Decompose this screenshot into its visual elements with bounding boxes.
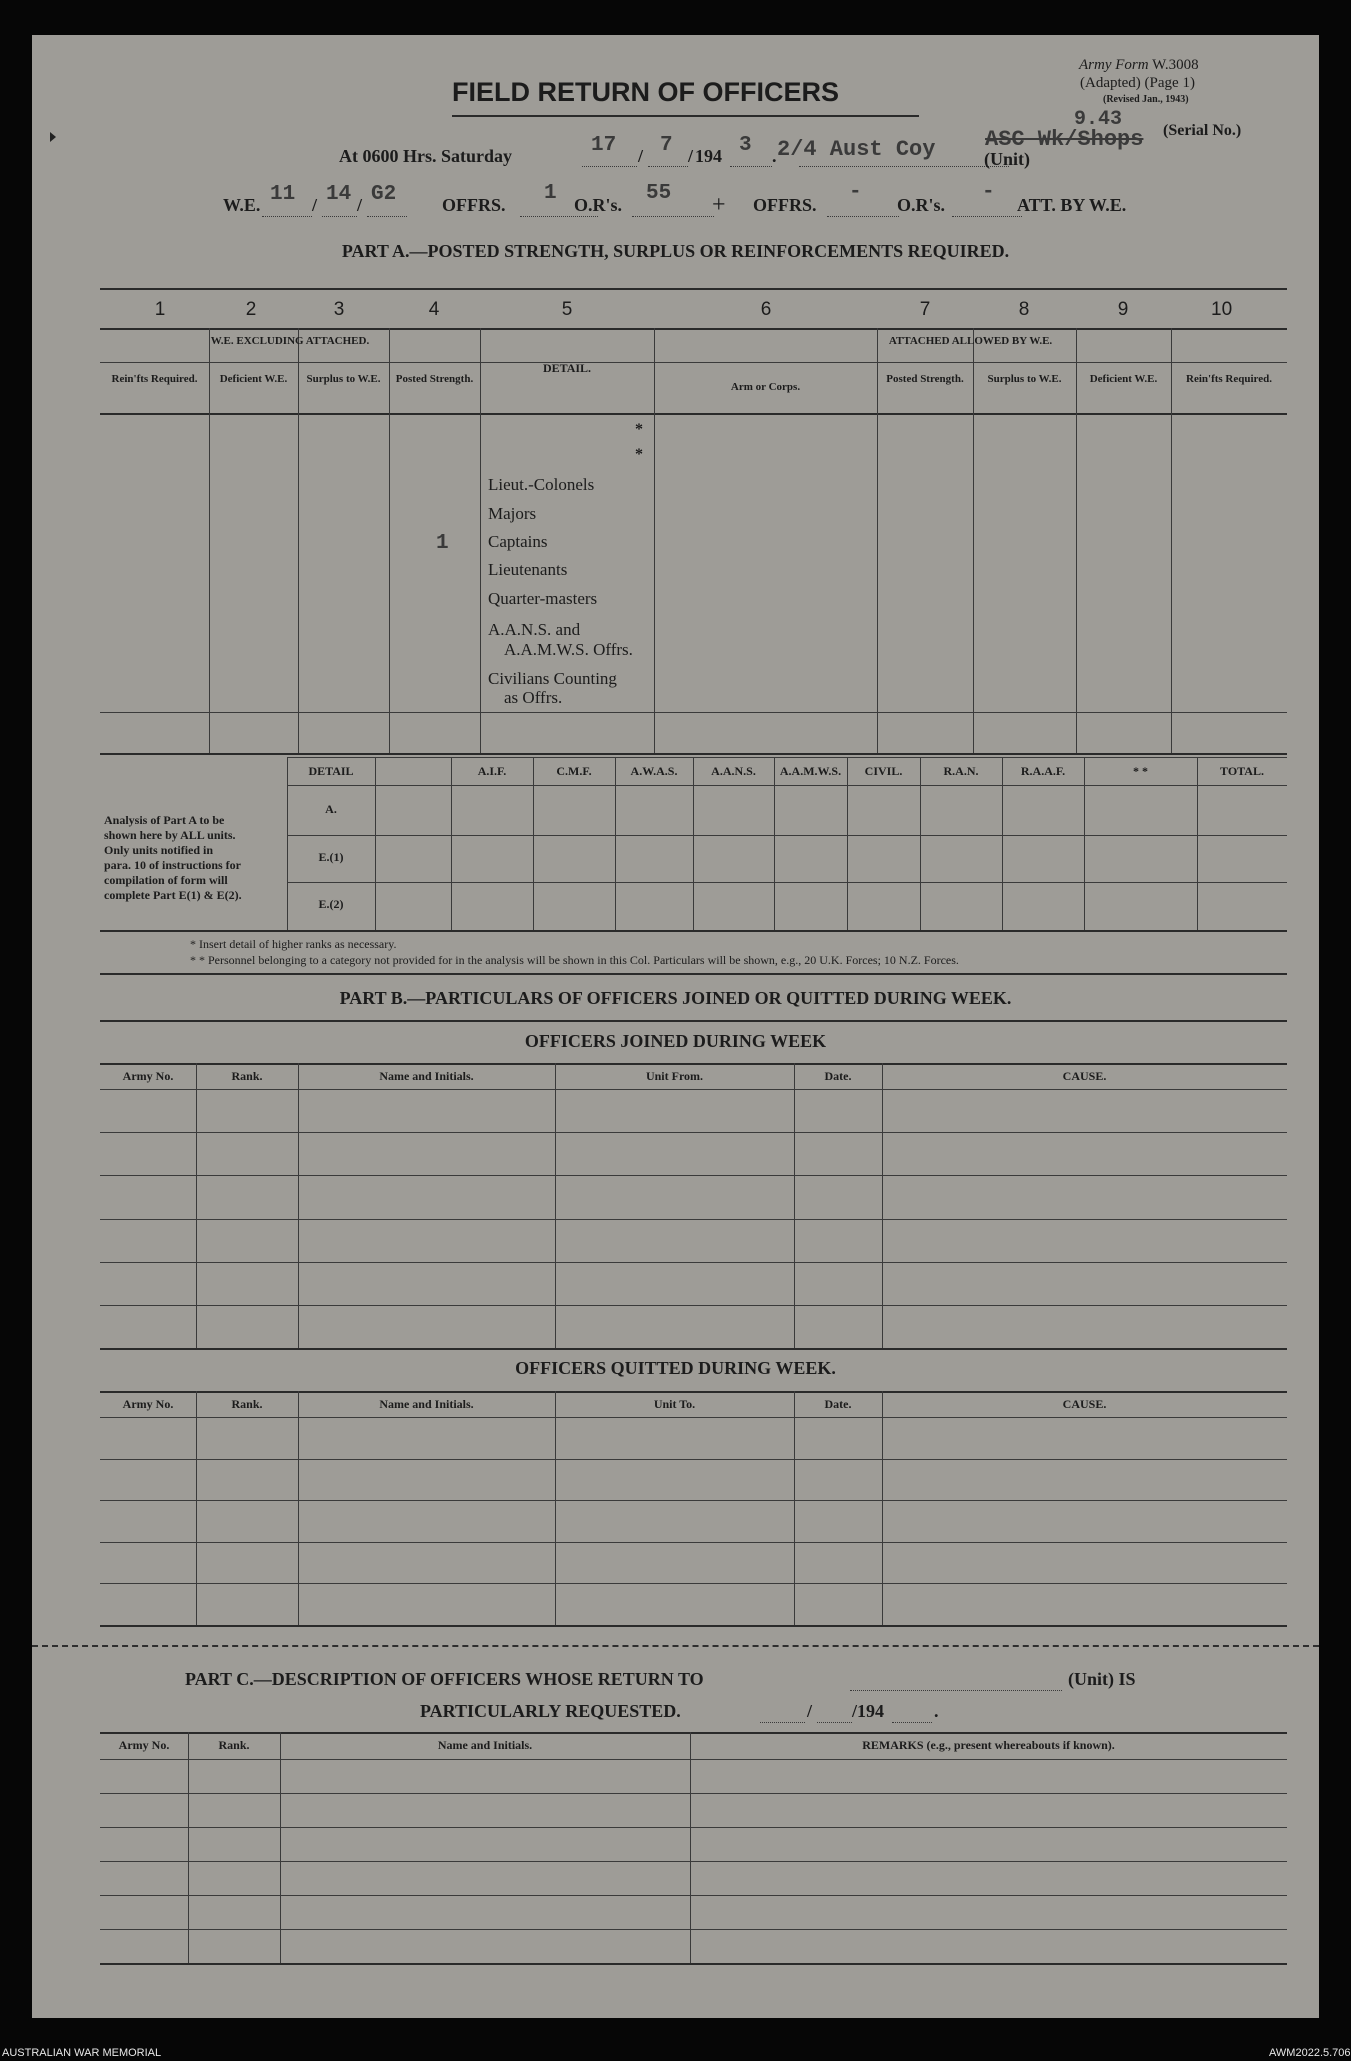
joined-top-rule [100,1063,1287,1065]
analysis-row-label: E.(1) [318,850,344,864]
part-a-group-rule [100,362,1287,363]
analysis-row-rule [287,882,1287,883]
analysis-col-divider [920,757,921,930]
form-sheet: Army Form W.3008 (Adapted) (Page 1) (Revised Jan., 1943) FIELD RETURN OF OFFICERS At 0600 Hrs. Saturday 17 / 7 / 194 3 . 2/4 Aust Coy ASC Wk/Shops (Unit) 9.43 (Serial No.) W.E. 11 / 14 / G2 OFFRS. 1 O.R's. 55 + OFFRS. - O.R's. - ATT. BY W.E. PART A.—POSTED STRENGTH, SURPLUS OR REINFORCEMENTS REQUIRED. PART B.—PARTICULARS OF OFFICERS JOINED OR QUITTED DURING WEEK. OFFICERS JOINED DURING WEEK OFFICERS QUITTED DURING WEEK. PART C.—DESCRIPTION OF OFFICERS WHOSE RETURN TO (Unit) IS PARTICULARLY REQUESTED. / /194 . 1 2 3 4 5 6 7 8 9 10 W.E. EXCLUDING ATTACHED. ATTACHED ALLOWED BY W.E. DETAIL. Rein'fts Required. Deficient W.E. Surplus to W.E. Posted Strength. Arm or Corps. Posted Strength. Surplus to W.E. Deficient W.E. Rein'fts Required. * * Lieut.-Colonels Majors Captains Lieutenants Quarter-masters A.A.N.S. and A.A.M.W.S. Offrs. Civilians Counting as Offrs. 1 DETAIL A.I.F. C.M.F. A.W.A.S. A.A.N.S. A.A.M.W.S. CIVIL. R.A.N. R.A.A.F. * * TOTAL. A. E.(1) E.(2) Analysis of Part A to be shown here by ALL units. Only units notified in para. 10 of instructions for compilation of form will complete Part E(1) & E(2). * Insert detail of higher ranks as necessary. * * Personnel belonging to a category not provided for in the analysis will be shown in this Col. Particulars will be shown, e.g., 20 U.K. Forces; 10 N.Z. Forces. Army No. Rank. Name and Initials. Unit From. Date. CAUSE. Army No. Rank. Name and Initials. Unit To. Date. CAUSE. Army No. Rank. Name and Initials. REMARKS (e.g., present whereabouts if known). [32,35,1319,2018]
analysis-row-rule [287,835,1287,836]
we-c-value: G2 [371,183,397,206]
quitted-col-divider [882,1391,883,1625]
joined-col-header: Army No. [122,1069,174,1083]
part-b-title-rule [100,1020,1287,1022]
we-label: W.E. [223,195,261,215]
rank-label: as Offrs. [504,688,563,707]
joined-row-rule [100,1175,1287,1176]
quitted-top-rule [100,1391,1287,1393]
analysis-note: Only units notified in [104,843,214,857]
column-number: 1 [154,299,166,320]
analysis-bottom-rule [100,930,1287,932]
left-col-header: Posted Strength. [395,373,474,385]
right-col-header: Surplus to W.E. [987,373,1062,385]
part-a-col-divider [1171,328,1172,753]
part-a-header-rule [100,413,1287,415]
part-a-title: PART A.—POSTED STRENGTH, SURPLUS OR REINFORCEMENTS REQUIRED. [341,241,1010,261]
quitted-col-divider [555,1391,556,1625]
unit-struck: ASC Wk/Shops [985,127,1144,152]
analysis-row-label: A. [325,802,337,816]
part-a-top-rule [100,288,1287,290]
ors2-value: - [982,181,995,204]
quitted-col-header: Name and Initials. [379,1397,474,1411]
analysis-header: R.A.N. [943,764,979,778]
footer-credit: AUSTRALIAN WAR MEMORIAL [2,2047,162,2059]
column-number: 7 [919,299,931,320]
detail-header: DETAIL. [542,361,592,375]
column-number: 3 [333,299,345,320]
rank-label: Captains [488,532,548,551]
analysis-note: compilation of form will [104,873,228,887]
offrs-label: OFFRS. [442,195,506,215]
part-a-bottom-rule [100,753,1287,755]
part-a-colnum-rule [100,328,1287,330]
analysis-header: R.A.A.F. [1020,764,1066,778]
year-digit: 3 [739,134,752,157]
joined-col-divider [555,1063,556,1348]
analysis-col-divider [451,757,452,930]
analysis-header: A.W.A.S. [630,764,678,778]
quitted-col-header: Army No. [122,1397,174,1411]
joined-header-rule [100,1089,1287,1090]
analysis-header: C.M.F. [556,764,592,778]
rank-label: Civilians Counting [488,669,617,688]
rank-label: Lieut.-Colonels [488,475,595,494]
column-number: 6 [760,299,772,320]
joined-col-divider [196,1063,197,1348]
part-c-bottom-rule [100,1963,1287,1965]
quitted-col-header: CAUSE. [1062,1397,1107,1411]
asterisk-2: * [635,446,643,463]
quitted-row-rule [100,1583,1287,1584]
joined-col-divider [794,1063,795,1348]
left-col-header: Rein'fts Required. [111,373,198,385]
analysis-header: A.A.N.S. [711,764,756,778]
column-number: 10 [1211,299,1233,320]
joined-row-rule [100,1132,1287,1133]
quitted-row-rule [100,1542,1287,1543]
offrs-value: 1 [544,182,557,205]
part-c-row-rule [100,1929,1287,1930]
joined-col-header: Date. [824,1069,852,1083]
day-value: 17 [591,134,617,157]
column-number: 4 [428,299,440,320]
footnote-2: * * Personnel belonging to a category not provided for in the analysis will be shown in this Col. Particulars will be shown, e.g., 20 U.K. Forces; 10 N.Z. Forces. [190,953,959,967]
part-c-row-rule [100,1793,1287,1794]
year-prefix: 194 [695,146,722,166]
joined-col-divider [882,1063,883,1348]
analysis-header: TOTAL. [1220,764,1264,778]
part-a-end-rule [100,973,1287,975]
unit-label: (Unit) [984,149,1030,169]
offrs2-value: - [849,181,862,204]
army-form-id: Army Form W.3008 [1079,57,1199,73]
part-c-col-header: REMARKS (e.g., present whereabouts if known). [862,1738,1115,1752]
analysis-note: Analysis of Part A to be [104,813,225,827]
plus-sign: + [712,192,726,218]
joined-bottom-rule [100,1348,1287,1350]
rank-label: Majors [488,504,537,523]
part-c-col-divider [280,1732,281,1963]
part-c-top-rule [100,1732,1287,1734]
analysis-header: DETAIL [308,764,354,778]
part-a-col-divider [480,328,481,753]
joined-row-rule [100,1305,1287,1306]
analysis-header: A.A.M.W.S. [779,764,842,778]
analysis-col-divider [375,757,376,930]
quitted-bottom-rule [100,1625,1287,1627]
part-c-header-rule [100,1759,1287,1760]
rank-label: Lieutenants [488,560,568,579]
analysis-col-divider [1002,757,1003,930]
month-value: 7 [660,134,673,157]
group-left-header: W.E. EXCLUDING ATTACHED. [210,335,370,347]
part-c-col-header: Army No. [118,1738,170,1752]
part-a-col-divider [298,328,299,753]
analysis-header: CIVIL. [864,764,903,778]
column-number: 5 [561,299,573,320]
analysis-header-rule [287,785,1287,786]
offrs2-label: OFFRS. [753,195,817,215]
posted-strength-value: 1 [436,532,449,555]
joined-row-rule [100,1219,1287,1220]
analysis-note: complete Part E(1) & E(2). [104,888,242,902]
rank-label: A.A.M.W.S. Offrs. [504,640,633,659]
joined-row-rule [100,1262,1287,1263]
analysis-note: para. 10 of instructions for [104,858,241,872]
analysis-top-rule [287,757,1287,758]
we-a-value: 11 [270,183,296,206]
quitted-col-divider [196,1391,197,1625]
part-c-title: PART C.—DESCRIPTION OF OFFICERS WHOSE RETURN TO [185,1669,704,1689]
part-c-col-header: Name and Initials. [437,1738,533,1752]
serial-label: (Serial No.) [1163,122,1242,139]
part-c-col-header: Rank. [218,1738,250,1752]
part-c-requested: PARTICULARLY REQUESTED. [420,1701,681,1721]
part-a-col-divider [654,328,655,753]
we-b-value: 14 [326,183,352,206]
right-col-header: Posted Strength. [886,373,964,385]
joined-col-header: Name and Initials. [379,1069,474,1083]
page-title: FIELD RETURN OF OFFICERS [452,77,839,107]
quitted-col-divider [298,1391,299,1625]
analysis-col-divider [533,757,534,930]
rank-label: A.A.N.S. and [488,620,581,639]
column-number: 2 [245,299,257,320]
punch-mark-icon [50,132,56,142]
perforation-line [32,1645,1319,1647]
part-a-col-divider [877,328,878,753]
revised-note: (Revised Jan., 1943) [1103,94,1189,105]
ors-label: O.R's. [574,195,623,215]
group-right-header: ATTACHED ALLOWED BY W.E. [888,335,1053,347]
part-c-row-rule [100,1861,1287,1862]
analysis-col-divider [1084,757,1085,930]
part-b-title: PART B.—PARTICULARS OF OFFICERS JOINED OR QUITTED DURING WEEK. [339,988,1012,1008]
quitted-row-rule [100,1500,1287,1501]
left-col-header: Surplus to W.E. [306,373,381,385]
joined-col-header: Unit From. [645,1069,704,1083]
part-a-total-rule [100,712,1287,713]
rank-label: Quarter-masters [488,589,598,608]
analysis-col-divider [693,757,694,930]
ors-value: 55 [646,182,672,205]
joined-title: OFFICERS JOINED DURING WEEK [524,1031,827,1051]
joined-col-divider [298,1063,299,1348]
joined-col-header: Rank. [231,1069,263,1083]
analysis-row-label: E.(2) [318,897,344,911]
part-a-col-divider [209,328,210,753]
quitted-header-rule [100,1417,1287,1418]
part-a-col-divider [1076,328,1077,753]
quitted-col-header: Date. [824,1397,852,1411]
right-col-header: Deficient W.E. [1089,373,1158,385]
footer-accession: AWM2022.5.706 [1269,2047,1351,2059]
at-hrs-label: At 0600 Hrs. Saturday [339,146,513,166]
part-a-col-divider [389,328,390,753]
part-a-col-divider [973,328,974,753]
joined-col-header: CAUSE. [1062,1069,1107,1083]
unit-value: 2/4 Aust Coy [777,137,936,162]
adapted-note: (Adapted) (Page 1) [1080,75,1195,91]
analysis-header: A.I.F. [477,764,507,778]
column-number: 8 [1018,299,1030,320]
left-col-header: Deficient W.E. [219,373,288,385]
serial-value: 9.43 [1074,108,1123,131]
asterisk-1: * [635,421,643,438]
quitted-row-rule [100,1459,1287,1460]
footnote-1: * Insert detail of higher ranks as necessary. [190,937,397,951]
column-number: 9 [1117,299,1129,320]
analysis-col-divider [774,757,775,930]
analysis-header: * * [1133,764,1148,778]
att-label: ATT. BY W.E. [1017,195,1127,215]
quitted-col-header: Unit To. [653,1397,696,1411]
right-col-header: Arm or Corps. [730,381,801,393]
part-c-unit-is: (Unit) IS [1068,1669,1136,1689]
part-c-col-divider [690,1732,691,1963]
analysis-col-divider [615,757,616,930]
part-c-row-rule [100,1827,1287,1828]
ors2-label: O.R's. [897,195,946,215]
part-c-row-rule [100,1895,1287,1896]
part-c-col-divider [188,1732,189,1963]
right-col-header: Rein'fts Required. [1186,373,1272,385]
quitted-col-divider [794,1391,795,1625]
analysis-col-divider [1197,757,1198,930]
analysis-note: shown here by ALL units. [104,828,236,842]
analysis-col-divider [847,757,848,930]
quitted-col-header: Rank. [231,1397,263,1411]
quitted-title: OFFICERS QUITTED DURING WEEK. [515,1358,836,1378]
